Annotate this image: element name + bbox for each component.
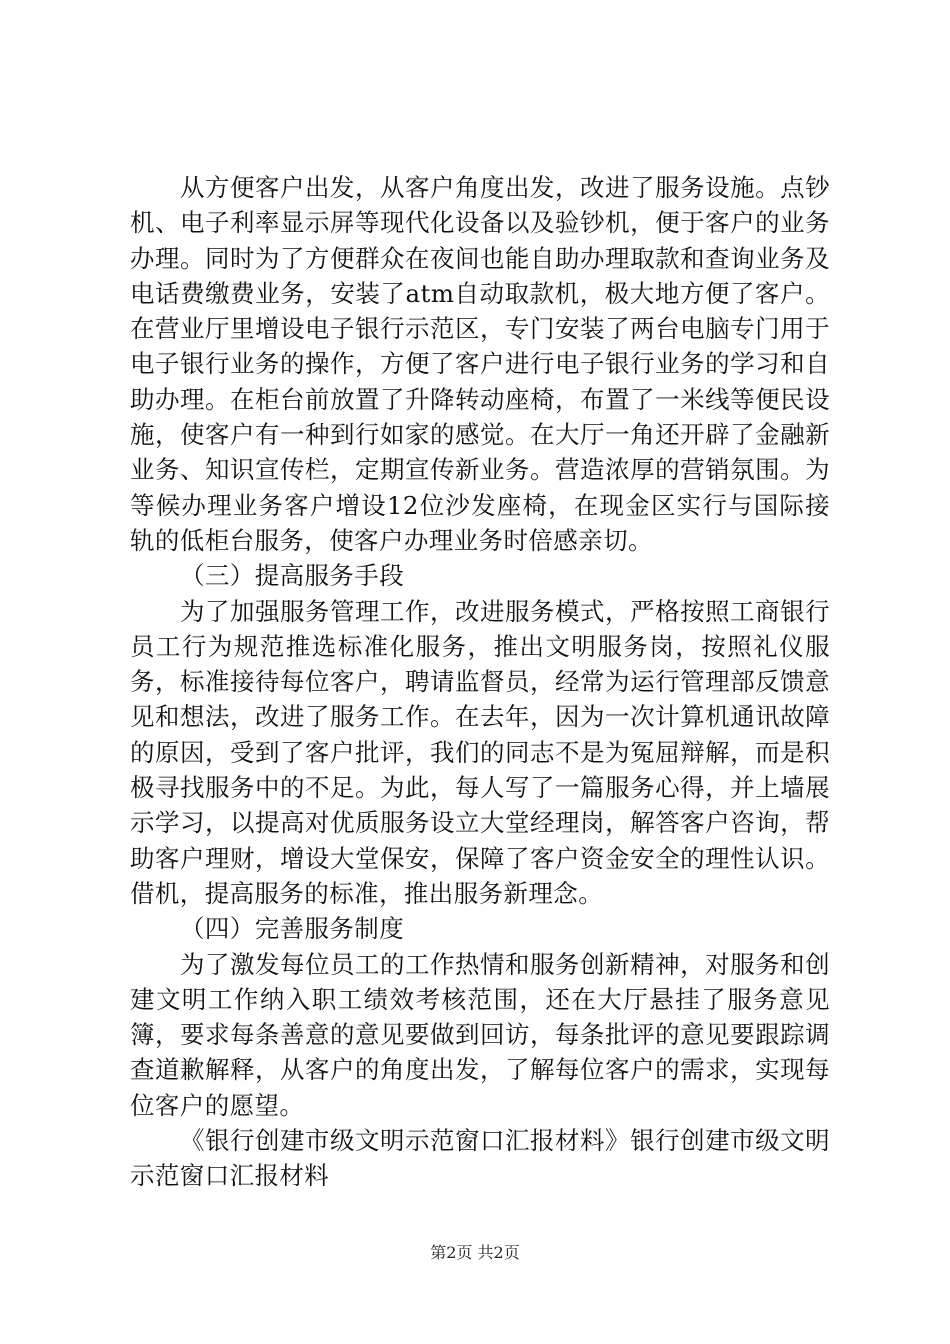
paragraph-service-system: 为了激发每位员工的工作热情和服务创新精神，对服务和创建文明工作纳入职工绩效考核范围，还在大厅悬挂了服务意见簿，要求每条善意的意见要做到回访，每条批评的意见要跟踪调查道歉解释，从客户的角度出发，了解每位客户的需求，实现每位客户的愿望。 [130, 949, 830, 1120]
document-body [130, 170, 830, 1194]
paragraph-document-title-ref: 《银行创建市级文明示范窗口汇报材料》银行创建市级文明示范窗口汇报材料 [130, 1126, 830, 1191]
paragraph-service-means: 为了加强服务管理工作，改进服务模式，严格按照工商银行员工行为规范推选标准化服务，推出文明服务岗，按照礼仪服务，标准接待每位客户，聘请监督员，经常为运行管理部反馈意见和想法，改进了服务工作。在去年，因为一次计算机通讯故障的原因，受到了客户批评，我们的同志不是为冤屈辩解，而是积极寻找服务中的不足。为此，每人写了一篇服务心得，并上墙展示学习，以提高对优质服务设立大堂经理岗，解答客户咨询，帮助客户理财，增设大堂保安，保障了客户资金安全的理性认识。借机，提高服务的标准，推出服务新理念。 [130, 596, 830, 908]
section-heading-4: （四）完善服务制度 [180, 914, 405, 944]
page-number-footer: 第2页 共2页 [430, 1243, 520, 1262]
paragraph-service-facilities: 从方便客户出发，从客户角度出发，改进了服务设施。点钞机、电子利率显示屏等现代化设备以及验钞机，便于客户的业务办理。同时为了方便群众在夜间也能自助办理取款和查询业务及电话费缴费业务，安装了atm自动取款机，极大地方便了客户。在营业厅里增设电子银行示范区，专门安装了两台电脑专门用于电子银行业务的操作，方便了客户进行电子银行业务的学习和自助办理。在柜台前放置了升降转动座椅，布置了一米线等便民设施，使客户有一种到行如家的感觉。在大厅一角还开辟了金融新业务、知识宣传栏，定期宣传新业务。营造浓厚的营销氛围。为等候办理业务客户增设12位沙发座椅，在现金区实行与国际接轨的低柜台服务，使客户办理业务时倍感亲切。 [130, 173, 830, 555]
section-heading-3: （三）提高服务手段 [180, 561, 405, 591]
